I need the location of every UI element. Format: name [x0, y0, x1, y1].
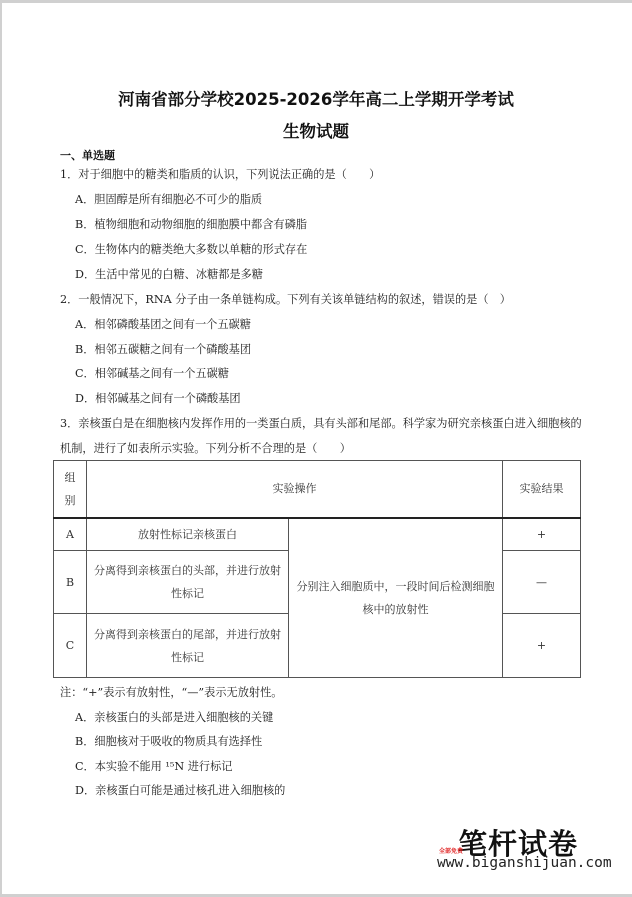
exam-title: 河南省部分学校2025-2026学年高二上学期开学考试	[118, 90, 514, 109]
shared-operation-cell	[289, 518, 503, 678]
table-header-row	[54, 461, 581, 518]
row-a-operation: 放射性标记亲核蛋白	[87, 518, 289, 551]
question-1-option-a: A．胆固醇是所有细胞必不可少的脂质	[75, 193, 263, 206]
exam-subtitle: 生物试题	[283, 122, 349, 141]
question-2-option-c: C．相邻碱基之间有一个五碳糖	[75, 367, 229, 380]
question-3-option-a: A．亲核蛋白的头部是进入细胞核的关键	[75, 711, 274, 724]
question-3-stem-line2: 机制，进行了如表所示实验。下列分析不合理的是（ ）	[60, 442, 351, 455]
watermark-brand: 笔杆试卷	[458, 827, 579, 861]
row-c-group: C	[54, 614, 87, 678]
header-operation: 实验操作	[87, 461, 503, 518]
table-row	[54, 518, 581, 551]
question-3-option-d: D．亲核蛋白可能是通过核孔进入细胞核的	[75, 784, 286, 797]
row-a-group: A	[54, 518, 87, 551]
question-1-option-b: B．植物细胞和动物细胞的细胞膜中都含有磷脂	[75, 218, 307, 231]
question-3-stem-line1: 3．亲核蛋白是在细胞核内发挥作用的一类蛋白质，具有头部和尾部。科学家为研究亲核蛋白进入细胞核的	[60, 417, 582, 430]
question-1-option-d: D．生活中常见的白糖、冰糖都是多糖	[75, 268, 263, 281]
question-1-option-c: C．生物体内的糖类绝大多数以单糖的形式存在	[75, 243, 308, 256]
watermark-free-tag: 全部免费	[439, 848, 464, 855]
question-2-option-b: B．相邻五碳糖之间有一个磷酸基团	[75, 343, 252, 356]
section-heading: 一、单选题	[60, 149, 115, 162]
row-c-operation-line1: 分离得到亲核蛋白的尾部，并进行放射	[94, 627, 281, 641]
shared-operation-line1: 分别注入细胞质中，一段时间后检测细胞	[296, 579, 495, 593]
shared-operation-line2: 核中的放射性	[362, 602, 429, 616]
row-b-group: B	[54, 551, 87, 614]
table-note: 注：“+”表示有放射性，“—”表示无放射性。	[60, 686, 283, 699]
question-2-option-d: D．相邻碱基之间有一个磷酸基团	[75, 392, 241, 405]
header-group-line1: 组	[64, 470, 76, 484]
question-2-option-a: A．相邻磷酸基团之间有一个五碳糖	[75, 318, 251, 331]
header-group-line2: 别	[64, 493, 76, 507]
question-3-option-b: B．细胞核对于吸收的物质具有选择性	[75, 735, 263, 748]
row-c-result: +	[503, 614, 581, 678]
question-3-option-c: C．本实验不能用 ¹⁵N 进行标记	[75, 760, 233, 773]
row-c-operation-line2: 性标记	[171, 650, 204, 664]
row-b-operation	[87, 551, 289, 614]
header-group	[54, 461, 87, 518]
row-b-result: —	[503, 551, 581, 614]
row-a-result: +	[503, 518, 581, 551]
experiment-table	[53, 460, 581, 678]
row-b-operation-line1: 分离得到亲核蛋白的头部，并进行放射	[94, 564, 281, 577]
watermark-url: www.biganshijuan.com	[437, 855, 612, 871]
row-c-operation	[87, 614, 289, 678]
question-2-stem: 2．一般情况下，RNA 分子由一条单链构成。下列有关该单链结构的叙述，错误的是（ ）	[60, 293, 511, 306]
header-result: 实验结果	[503, 461, 581, 518]
row-b-operation-line2: 性标记	[171, 587, 204, 600]
question-1-stem: 1．对于细胞中的糖类和脂质的认识，下列说法正确的是（ ）	[60, 168, 381, 181]
